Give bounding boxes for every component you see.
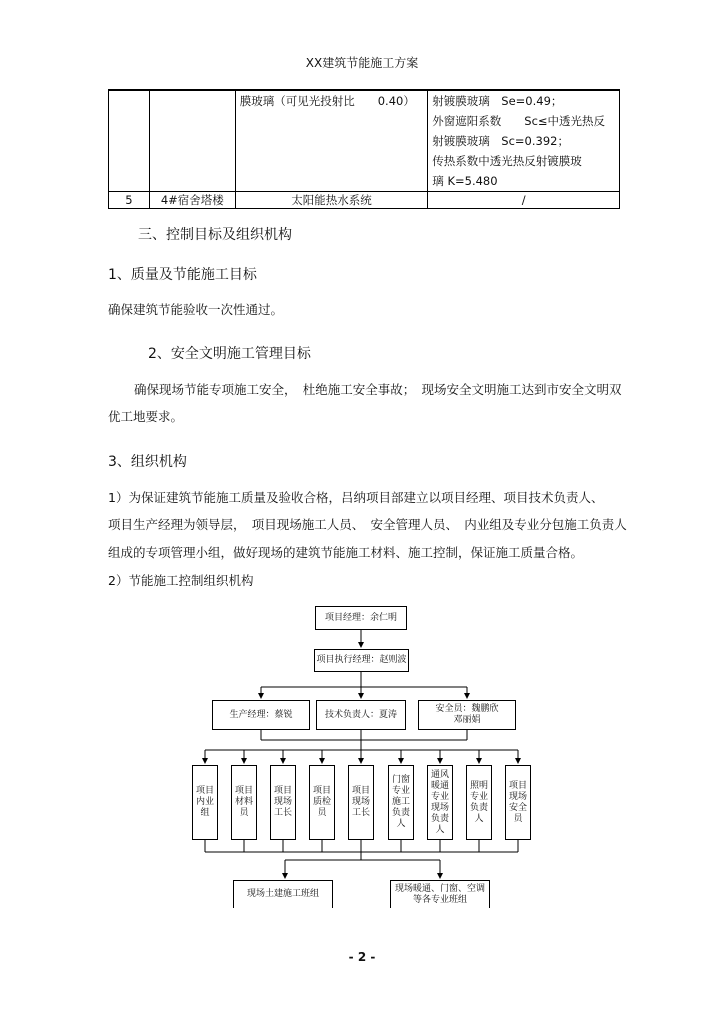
org-box-executive-manager: 项目执行经理：赵则波 [314, 649, 409, 672]
cell-line: 外窗遮阳系数 Sc≤中透光热反 [432, 114, 606, 128]
paragraph-line: 确保现场节能专项施工安全， 杜绝施工安全事故； 现场安全文明施工达到市安全文明双 [134, 382, 622, 397]
paragraph-line: 1）为保证建筑节能施工质量及验收合格，吕纳项目部建立以项目经理、项目技术负责人、 [108, 490, 604, 505]
cell-line: 传热系数中透光热反射镀膜玻 [432, 154, 582, 168]
cell-line: 璃 K=5.480 [432, 174, 498, 188]
org-box-quality-inspector: 项目 质检 员 [309, 765, 335, 840]
org-box-materials-clerk: 项目 材料 员 [231, 765, 257, 840]
org-box-site-foreman: 项目 现场 工长 [270, 765, 296, 840]
org-box-technical-lead: 技术负责人：夏涛 [316, 700, 406, 730]
table-cell: 5 [109, 192, 150, 209]
table-cell: 太阳能热水系统 [235, 192, 428, 209]
org-box-production-manager: 生产经理：蔡锐 [212, 700, 310, 730]
org-box-safety-officers [418, 700, 516, 730]
subsection-title: 1、质量及节能施工目标 [108, 267, 257, 283]
cell-line: 射镀膜玻璃 Se=0.49； [432, 94, 563, 108]
org-box-line: 现场暖通、门窗、空调 [394, 883, 485, 894]
paragraph-line: 组成的专项管理小组，做好现场的建筑节能施工材料、施工控制，保证施工质量合格。 [108, 545, 584, 560]
org-box-lighting-lead: 照明 专业 负责 人 [466, 765, 492, 840]
org-box-hvac-lead: 通风 暖通 专业 现场 负责 人 [427, 765, 453, 840]
paragraph: 确保建筑节能验收一次性通过。 [108, 302, 284, 317]
paragraph-line: 2）节能施工控制组织机构 [108, 573, 254, 588]
table-cell: / [428, 192, 620, 209]
subsection-title: 3、组织机构 [108, 454, 187, 470]
org-box-line: 安全员：魏鹏欣 [435, 704, 499, 714]
org-box-civil-team: 现场土建施工班组 [233, 880, 333, 908]
section-title: 三、控制目标及组织机构 [138, 227, 292, 243]
org-box-mep-team [390, 880, 490, 908]
org-box-project-manager: 项目经理：余仁明 [315, 606, 407, 630]
cell-line: 射镀膜玻璃 Sc=0.392； [432, 134, 569, 148]
org-box-line: 邓丽娟 [453, 715, 481, 725]
subsection-title: 2、安全文明施工管理目标 [148, 346, 311, 362]
page-header: XX建筑节能施工方案 [305, 56, 419, 70]
org-box-internal-group: 项目 内业 组 [192, 765, 218, 840]
page-number: - 2 - [348, 950, 376, 964]
table-cell: 4#宿舍塔楼 [149, 192, 235, 209]
org-box-safety-officer: 项目 现场 安全 员 [505, 765, 531, 840]
org-box-door-window-lead: 门窗 专业 施工 负责 人 [388, 765, 414, 840]
paragraph-line: 优工地要求。 [108, 409, 184, 424]
table-cell: 膜玻璃（可见光投射比 0.40） [235, 91, 428, 192]
paragraph-line: 项目生产经理为领导层， 项目现场施工人员、 安全管理人员、 内业组及专业分包施工负责人 [108, 517, 627, 532]
org-box-site-foreman: 项目 现场 工长 [348, 765, 374, 840]
org-box-line: 等各专业班组 [412, 894, 467, 905]
